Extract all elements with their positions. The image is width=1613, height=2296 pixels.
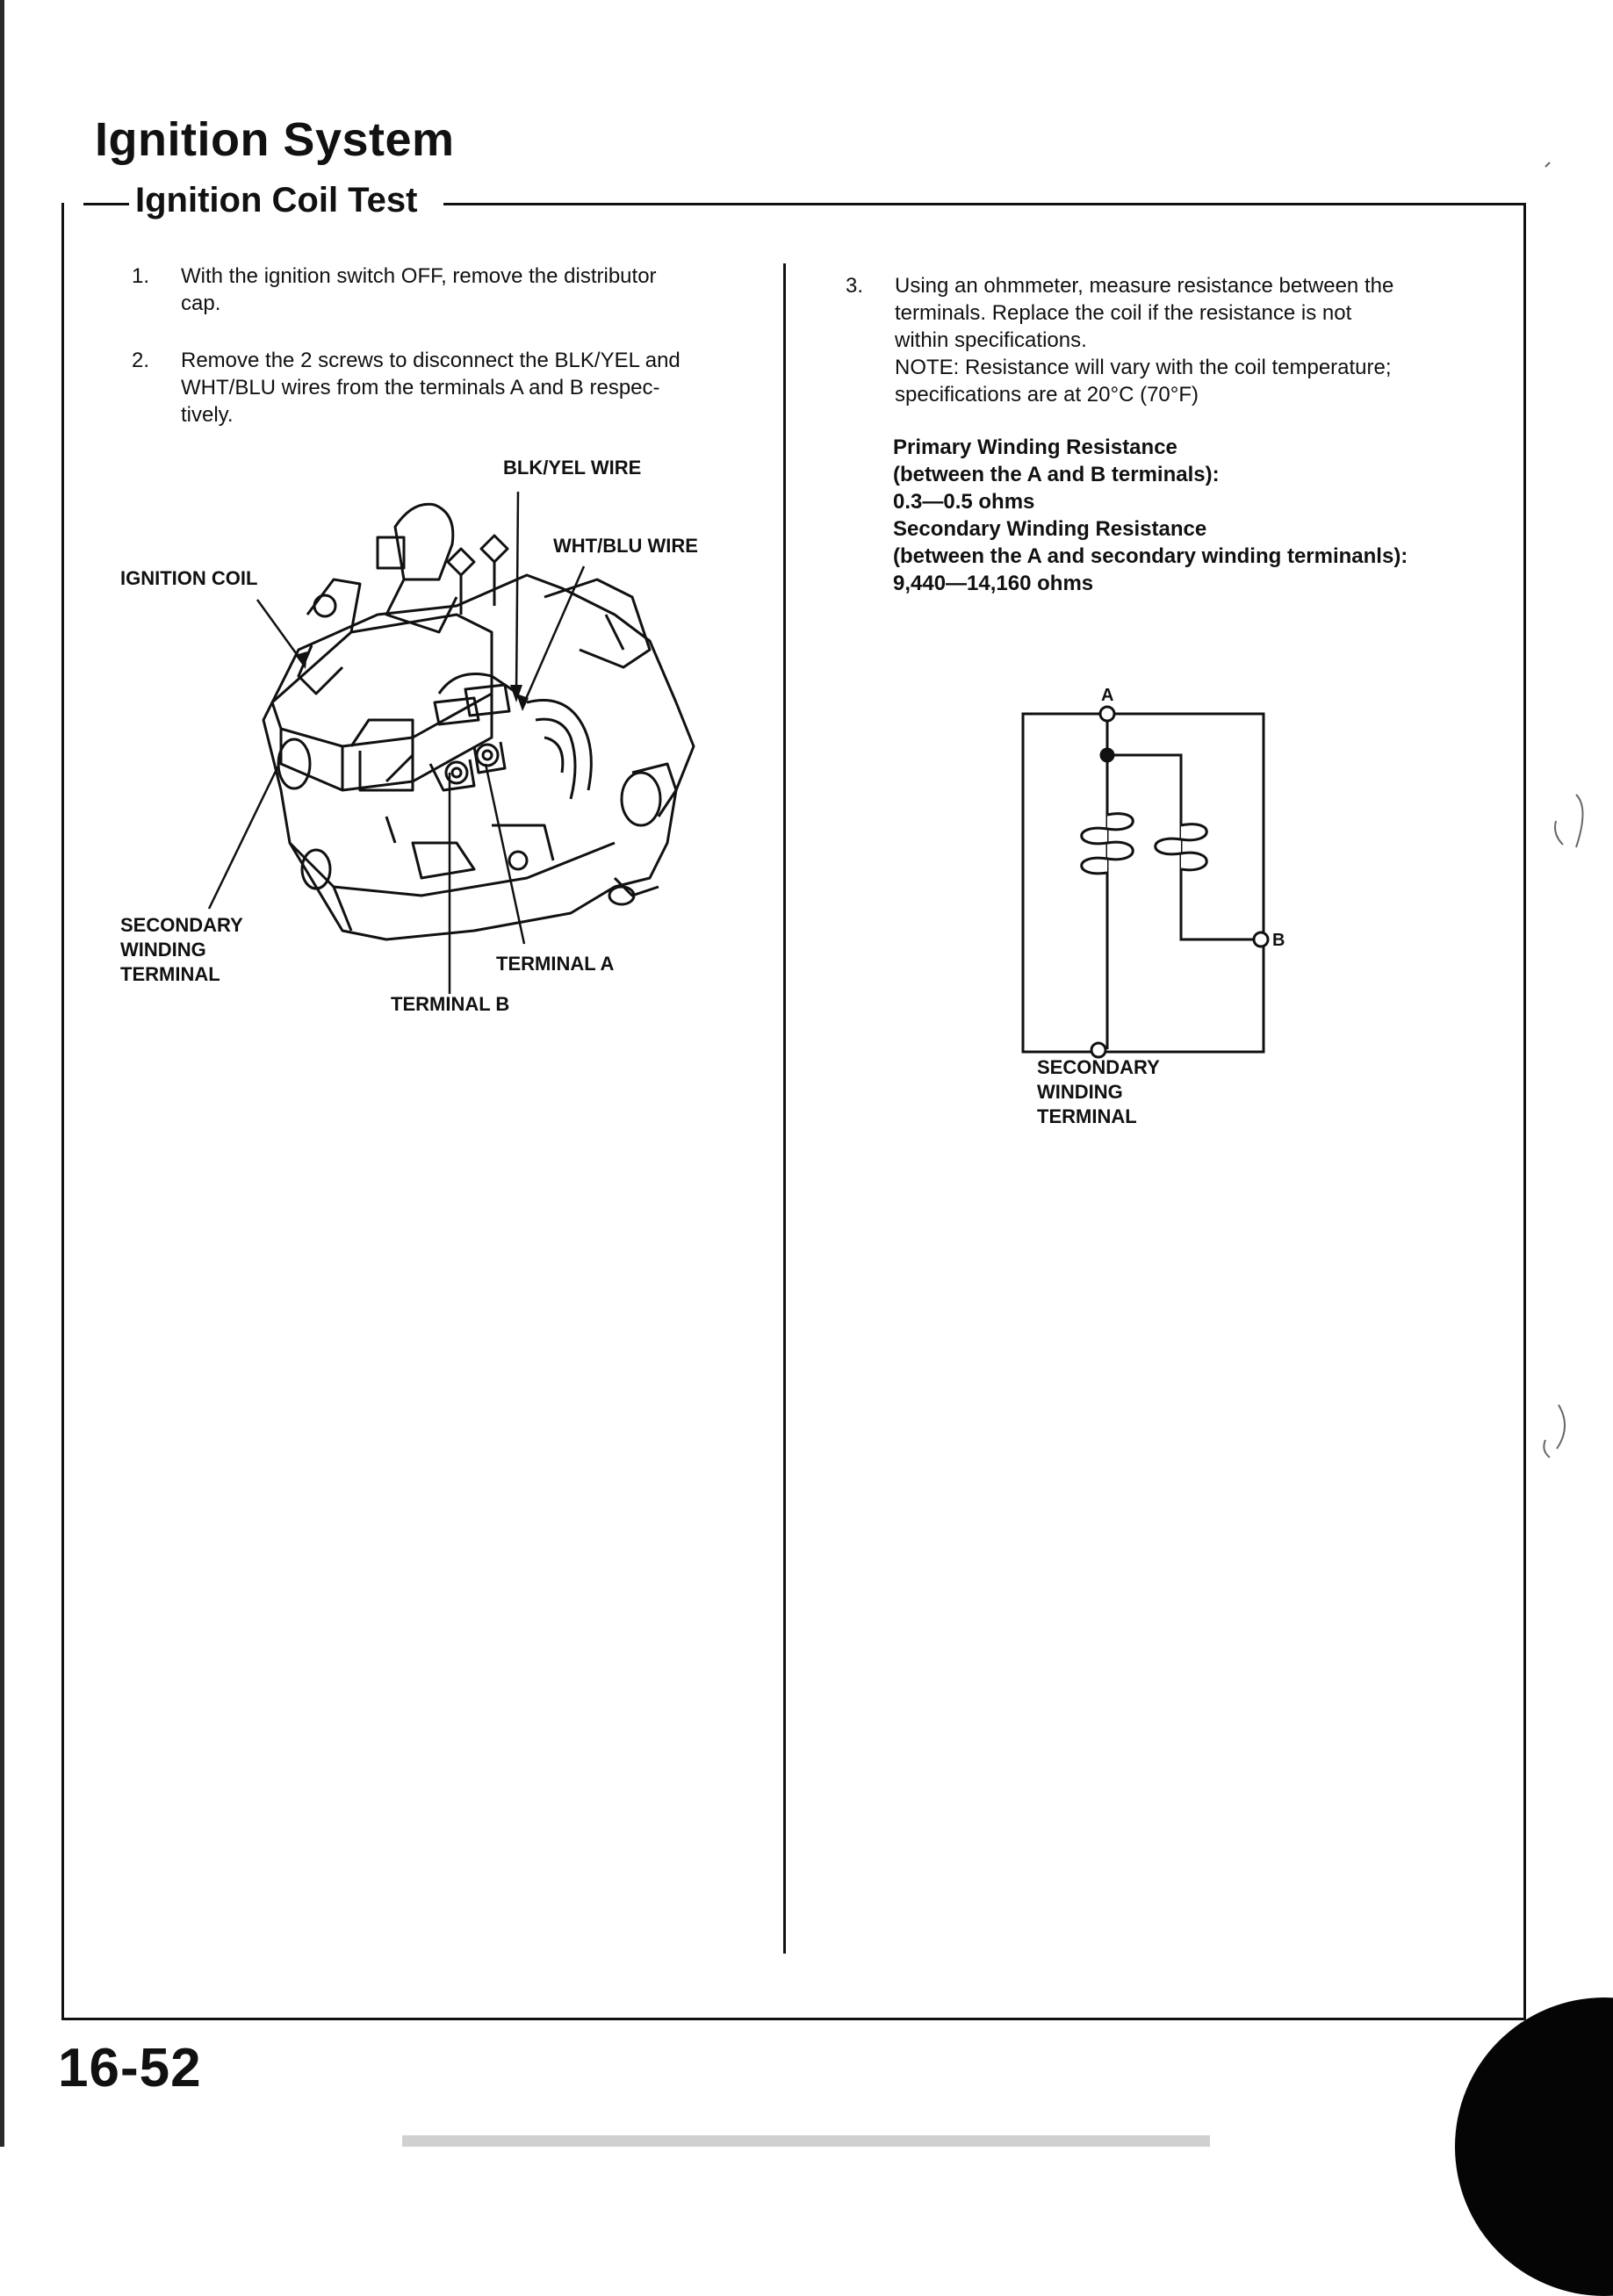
label-blk-yel-wire: BLK/YEL WIRE [503,457,642,479]
label-line: WINDING [120,939,206,961]
spec-primary-value: 0.3—0.5 ohms [893,490,1035,514]
page-number: 16-52 [58,2038,202,2098]
label-line: TERMINAL [120,963,220,985]
label-line: SECONDARY [120,914,243,936]
step-1-line: cap. [181,291,221,315]
label-wht-blu-wire: WHT/BLU WIRE [553,535,698,557]
spec-secondary-value: 9,440—14,160 ohms [893,572,1094,595]
step-1-number: 1. [132,264,150,288]
schematic-label-b: B [1272,931,1285,950]
spec-primary-heading: Primary Winding Resistance [893,435,1177,459]
step-2-line: Remove the 2 screws to disconnect the BLK/YEL and [181,349,680,372]
section-title: Ignition Coil Test [132,181,421,220]
step-3-line: terminals. Replace the coil if the resistance is not [895,301,1352,325]
spec-primary-terminals: (between the A and B terminals): [893,463,1220,486]
step-3-line: specifications are at 20°C (70°F) [895,383,1199,407]
step-3-line: Using an ohmmeter, measure resistance between the [895,274,1394,298]
label-line: WINDING [1037,1081,1123,1103]
schematic-label-a: A [1101,686,1114,705]
label-terminal-a: TERMINAL A [496,953,615,975]
step-3-line: within specifications. [895,328,1087,352]
spec-secondary-heading: Secondary Winding Resistance [893,517,1207,541]
label-terminal-b: TERMINAL B [391,993,510,1015]
label-ignition-coil: IGNITION COIL [120,567,258,589]
step-3-number: 3. [846,274,864,298]
step-1-line: With the ignition switch OFF, remove the distributor [181,264,657,288]
spec-secondary-terminals: (between the A and secondary winding terminanls): [893,544,1408,568]
label-line: SECONDARY [1037,1056,1160,1078]
step-2-line: tively. [181,403,234,427]
step-2-number: 2. [132,349,150,372]
step-3-line: NOTE: Resistance will vary with the coil temperature; [895,356,1392,379]
step-2-line: WHT/BLU wires from the terminals A and B respec- [181,376,660,399]
label-line: TERMINAL [1037,1105,1137,1127]
page-title: Ignition System [95,113,455,166]
